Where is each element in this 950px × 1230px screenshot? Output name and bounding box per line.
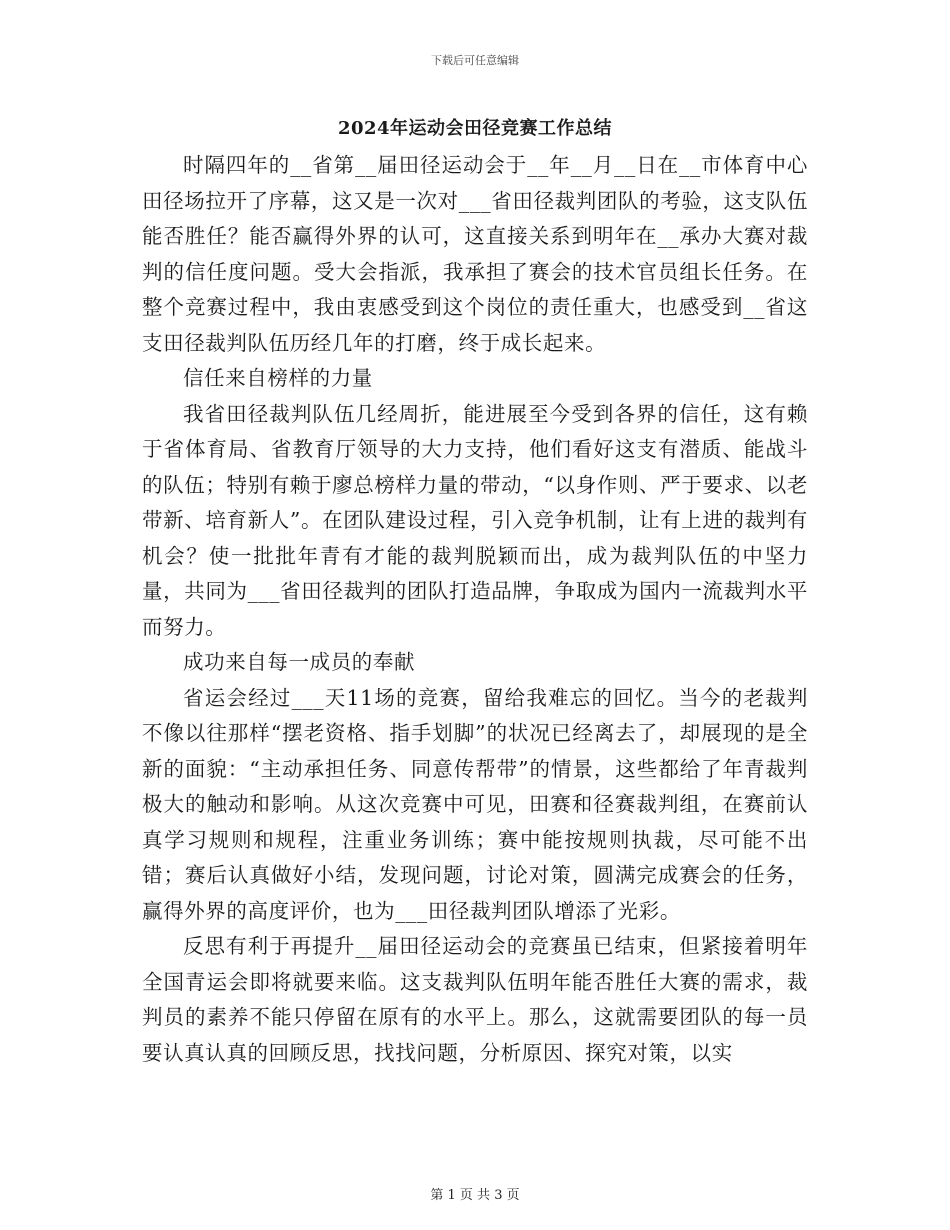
document-title: 2024年运动会田径竞赛工作总结 [337, 118, 613, 139]
page-number: 第 1 页 共 3 页 [430, 1188, 520, 1203]
document-body [142, 148, 808, 1071]
paragraph-success: 省运会经过___天11场的竞赛，留给我难忘的回忆。当今的老裁判不像以往那样“摆老资格、指手划脚”的状况已经离去了，却展现的是全新的面貌：“主动承担任务、同意传帮带”的情景，这些都给了年青裁判极大的触动和影响。从这次竞赛中可见，田赛和径赛裁判组，在赛前认真学习规则和规程，注重业务训练；赛中能按规则执裁，尽可能不出错；赛后认真做好小结，发现问题，讨论对策，圆满完成赛会的任务，赢得外界的高度评价，也为___田径裁判团队增添了光彩。 [142, 685, 808, 923]
page-header-note: 下载后可任意编辑 [431, 54, 519, 67]
paragraph-trust: 我省田径裁判队伍几经周折，能进展至今受到各界的信任，这有赖于省体育局、省教育厅领导的大力支持，他们看好这支有潜质、能战斗的队伍；特别有赖于廖总榜样力量的带动，“以身作则、严于要求、以老带新、培育新人”。在团队建设过程，引入竞争机制，让有上进的裁判有机会？使一批批年青有才能的裁判脱颖而出，成为裁判队伍的中坚力量，共同为___省田径裁判的团队打造品牌，争取成为国内一流裁判水平而努力。 [142, 401, 808, 639]
section-heading-trust: 信任来自榜样的力量 [183, 366, 373, 390]
paragraph-intro: 时隔四年的__省第__届田径运动会于__年__月__日在__市体育中心田径场拉开了序幕，这又是一次对___省田径裁判团队的考验，这支队伍能否胜任？能否赢得外界的认可，这直接关系到明年在__承办大赛对裁判的信任度问题。受大会指派，我承担了赛会的技术官员组长任务。在整个竞赛过程中，我由衷感受到这个岗位的责任重大，也感受到__省这支田径裁判队伍历经几年的打磨，终于成长起来。 [142, 153, 808, 355]
section-heading-success: 成功来自每一成员的奉献 [183, 650, 416, 674]
paragraph-reflection: 反思有利于再提升__届田径运动会的竞赛虽已结束，但紧接着明年全国青运会即将就要来临。这支裁判队伍明年能否胜任大赛的需求，裁判员的素养不能只停留在原有的水平上。那么，这就需要团队的每一员要认真认真的回顾反思，找找问题，分析原因、探究对策，以实 [142, 934, 808, 1065]
